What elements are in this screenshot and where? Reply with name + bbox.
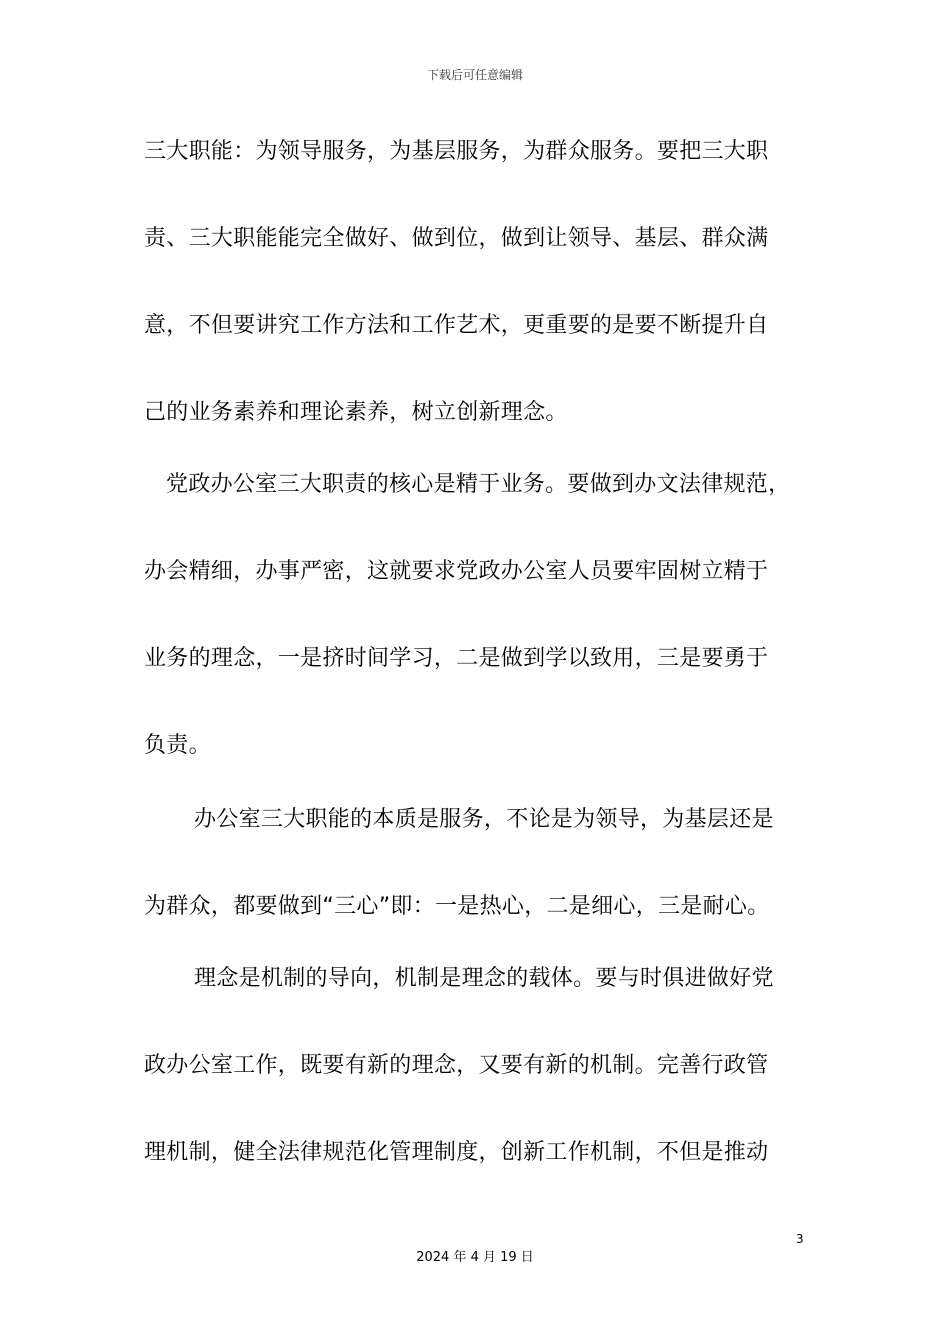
body-line: 负责。	[144, 733, 211, 758]
page-header: 下载后可任意编辑	[426, 68, 523, 82]
body-line: 办会精细，办事严密，这就要求党政办公室人员要牢固树立精于	[144, 559, 769, 584]
body-line: 三大职能：为领导服务，为基层服务，为群众服务。要把三大职	[144, 139, 769, 164]
body-line: 责、三大职能能完全做好、做到位，做到让领导、基层、群众满	[144, 226, 769, 251]
page-number: 3	[796, 1232, 804, 1246]
paragraph-first-line: 党政办公室三大职责的核心是精于业务。要做到办文法律规范，	[166, 472, 791, 497]
paragraph-first-line: 办公室三大职能的本质是服务，不论是为领导，为基层还是	[194, 807, 774, 832]
body-line: 为群众，都要做到“三心”即：一是热心，二是细心，三是耐心。	[144, 894, 770, 919]
footer-date: 2024 年 4 月 19 日	[416, 1250, 534, 1265]
body-line: 业务的理念，一是挤时间学习，二是做到学以致用，三是要勇于	[144, 646, 769, 671]
body-line: 政办公室工作，既要有新的理念，又要有新的机制。完善行政管	[144, 1053, 769, 1078]
body-line: 己的业务素养和理论素养，树立创新理念。	[144, 400, 568, 425]
body-line: 意，不但要讲究工作方法和工作艺术，更重要的是要不断提升自	[144, 313, 769, 338]
paragraph-first-line: 理念是机制的导向，机制是理念的载体。要与时俱进做好党	[194, 966, 774, 991]
body-line: 理机制，健全法律规范化管理制度，创新工作机制，不但是推动	[144, 1140, 769, 1165]
